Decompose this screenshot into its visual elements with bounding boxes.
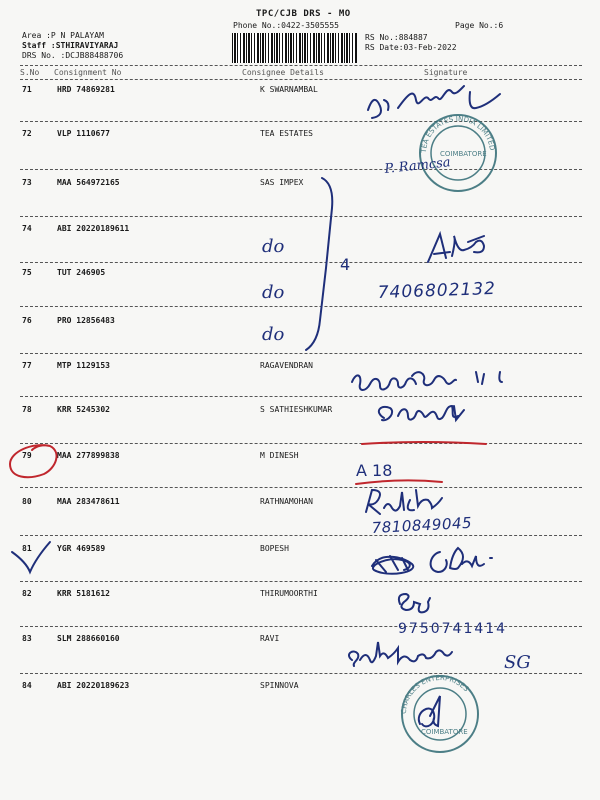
row-consignment: MAA 283478611 bbox=[57, 497, 120, 506]
handwritten-phone-75: 7406802132 bbox=[377, 278, 497, 303]
row-divider bbox=[20, 535, 582, 536]
signature-80 bbox=[366, 490, 442, 514]
handwritten-phone-82: 9750741414 bbox=[398, 621, 508, 637]
scribble bbox=[372, 556, 413, 574]
signature-84 bbox=[419, 696, 440, 726]
row-sno: 78 bbox=[22, 405, 32, 414]
row-divider bbox=[20, 581, 582, 582]
row-consignee: SAS IMPEX bbox=[260, 178, 304, 187]
row-divider bbox=[20, 169, 582, 170]
row-divider bbox=[20, 626, 582, 627]
row-consignment: YGR 469589 bbox=[57, 544, 106, 553]
stamp-tea-estates-text: TEA ESTATES INDIA LIMITED bbox=[419, 114, 496, 154]
row-sno: 75 bbox=[22, 268, 32, 277]
stamp-tea-estates-inner: COIMBATORE bbox=[440, 150, 487, 158]
signature-71 bbox=[368, 86, 500, 118]
signature-82 bbox=[399, 594, 430, 612]
staff-label: Staff :STHIRAVIYARAJ bbox=[22, 41, 119, 50]
row-consignment: MAA 564972165 bbox=[57, 178, 120, 187]
row-sno: 76 bbox=[22, 316, 32, 325]
column-header-signature: Signature bbox=[424, 68, 468, 77]
signature-77 bbox=[352, 372, 502, 390]
column-header-consignment: Consignment No bbox=[54, 68, 122, 77]
row-sno: 81 bbox=[22, 544, 32, 553]
row-sno: 79 bbox=[22, 451, 32, 460]
row-sno: 77 bbox=[22, 361, 32, 370]
row-consignment: PRO 12856483 bbox=[57, 316, 115, 325]
row-sno: 74 bbox=[22, 224, 32, 233]
row-divider bbox=[20, 121, 582, 122]
rs-number: RS No.:884887 bbox=[365, 33, 428, 42]
row-consignee: RAGAVENDRAN bbox=[260, 361, 313, 370]
row-consignment: KRR 5245302 bbox=[57, 405, 110, 414]
bracket-count: 4 bbox=[340, 255, 351, 274]
row-sno: 73 bbox=[22, 178, 32, 187]
row-sno: 83 bbox=[22, 634, 32, 643]
document-title: TPC/CJB DRS - MO bbox=[256, 9, 351, 19]
row-consignee: BOPESH bbox=[260, 544, 289, 553]
signature-83-initials: SG bbox=[504, 652, 531, 673]
ditto-mark: do bbox=[262, 282, 285, 303]
row-divider bbox=[20, 353, 582, 354]
stamp-charles-text: CHARLES ENTERPRISES bbox=[399, 673, 471, 715]
row-consignment: MAA 277899838 bbox=[57, 451, 120, 460]
row-consignee: K SWARNAMBAL bbox=[260, 85, 318, 94]
divider bbox=[20, 65, 582, 66]
row-consignee: M DINESH bbox=[260, 451, 299, 460]
row-consignment: TUT 246905 bbox=[57, 268, 106, 277]
row-divider bbox=[20, 396, 582, 397]
row-consignment: HRD 74869281 bbox=[57, 85, 115, 94]
row-sno: 82 bbox=[22, 589, 32, 598]
handwritten-phone-80: 7810849045 bbox=[371, 513, 473, 537]
row-divider bbox=[20, 443, 582, 444]
row-consignee: TEA ESTATES bbox=[260, 129, 313, 138]
row-sno: 71 bbox=[22, 85, 32, 94]
divider bbox=[20, 79, 582, 80]
row-consignment: ABI 20220189611 bbox=[57, 224, 130, 233]
red-underline bbox=[356, 480, 442, 484]
phone-number: Phone No.:0422-3505555 bbox=[233, 21, 339, 30]
row-consignment: KRR 5181612 bbox=[57, 589, 110, 598]
signature-78 bbox=[379, 406, 464, 420]
column-header-sno: S.No bbox=[20, 68, 40, 77]
rs-date: RS Date:03-Feb-2022 bbox=[365, 43, 457, 52]
barcode bbox=[232, 33, 357, 63]
page-number: Page No.:6 bbox=[455, 21, 504, 30]
row-consignment: MTP 1129153 bbox=[57, 361, 110, 370]
charles-enterprises-stamp bbox=[400, 674, 478, 752]
drs-number: DRS No. :DCJB88488706 bbox=[22, 51, 124, 60]
row-divider bbox=[20, 216, 582, 217]
signature-83 bbox=[349, 642, 452, 666]
row-divider bbox=[20, 673, 582, 674]
row-consignee: RAVI bbox=[260, 634, 280, 643]
ditto-mark: do bbox=[262, 236, 285, 257]
handwritten-note-79: A 18 bbox=[356, 461, 393, 480]
ditto-mark: do bbox=[262, 324, 285, 345]
row-consignment: ABI 20220189623 bbox=[57, 681, 130, 690]
row-consignment: VLP 1110677 bbox=[57, 129, 110, 138]
row-consignment: SLM 288660160 bbox=[57, 634, 120, 643]
stamp-charles-inner: COIMBATORE bbox=[421, 728, 468, 736]
row-divider bbox=[20, 262, 582, 263]
signature-81 bbox=[431, 548, 492, 572]
row-consignee: SPINNOVA bbox=[260, 681, 299, 690]
row-sno: 72 bbox=[22, 129, 32, 138]
signature-72: P. Ramcsa bbox=[383, 155, 452, 177]
area-label: Area :P N PALAYAM bbox=[22, 31, 104, 40]
tea-estates-stamp bbox=[420, 115, 496, 191]
row-sno: 80 bbox=[22, 497, 32, 506]
row-consignee: S SATHIESHKUMAR bbox=[260, 405, 333, 414]
row-consignee: THIRUMOORTHI bbox=[260, 589, 318, 598]
row-sno: 84 bbox=[22, 681, 32, 690]
bracket bbox=[306, 178, 332, 350]
row-divider bbox=[20, 306, 582, 307]
column-header-consignee: Consignee Details bbox=[242, 68, 324, 77]
row-consignee: RATHNAMOHAN bbox=[260, 497, 313, 506]
red-circle-mark bbox=[10, 445, 57, 477]
row-divider bbox=[20, 487, 582, 488]
signature-74 bbox=[428, 234, 484, 262]
